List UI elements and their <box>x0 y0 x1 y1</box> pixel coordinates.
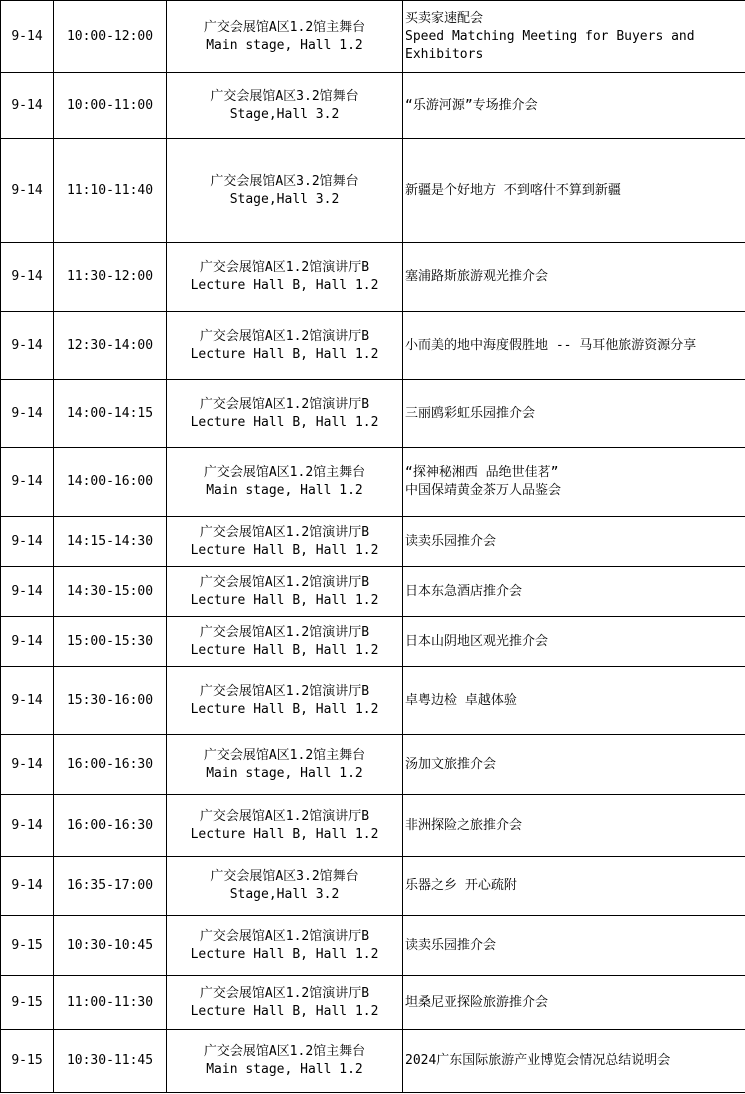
date-cell: 9-14 <box>1 795 54 857</box>
table-row <box>1 795 745 857</box>
time-cell: 10:00-11:00 <box>54 73 167 139</box>
venue-cn: 广交会展馆A区3.2馆舞台 <box>210 88 359 104</box>
event-cell <box>403 448 745 517</box>
venue-cell <box>167 735 403 795</box>
date-cell: 9-15 <box>1 976 54 1030</box>
event-cell <box>403 139 745 243</box>
venue-en: Main stage, Hall 1.2 <box>206 765 363 781</box>
event-line: Speed Matching Meeting for Buyers and <box>405 28 695 44</box>
event-line: 塞浦路斯旅游观光推介会 <box>405 269 549 284</box>
venue-cell <box>167 517 403 567</box>
event-cell <box>403 617 745 667</box>
date-cell: 9-14 <box>1 380 54 448</box>
venue-cell <box>167 312 403 380</box>
table-row <box>1 667 745 735</box>
venue-cn: 广交会展馆A区1.2馆演讲厅B <box>199 985 370 1001</box>
event-cell <box>403 73 745 139</box>
venue-cn: 广交会展馆A区1.2馆主舞台 <box>203 1044 366 1059</box>
venue-en: Stage,Hall 3.2 <box>229 887 340 902</box>
venue-cell <box>167 1 403 73</box>
table-row <box>1 380 745 448</box>
event-line: 小而美的地中海度假胜地 -- 马耳他旅游资源分享 <box>405 337 697 353</box>
venue-cn: 广交会展馆A区1.2馆主舞台 <box>203 465 366 480</box>
time-cell: 16:35-17:00 <box>54 857 167 916</box>
table-row <box>1 243 745 312</box>
date-cell: 9-14 <box>1 617 54 667</box>
event-cell <box>403 1030 745 1093</box>
venue-cn: 广交会展馆A区1.2馆演讲厅B <box>199 574 370 590</box>
event-line: 日本东急酒店推介会 <box>405 583 523 599</box>
event-cell <box>403 243 745 312</box>
event-line: 买卖家速配会 <box>405 10 484 26</box>
date-cell: 9-14 <box>1 1 54 73</box>
venue-en: Lecture Hall B, Hall 1.2 <box>190 946 379 962</box>
table-row <box>1 1 745 73</box>
venue-en: Stage,Hall 3.2 <box>229 106 340 122</box>
venue-en: Main stage, Hall 1.2 <box>206 1062 363 1077</box>
time-cell: 15:00-15:30 <box>54 617 167 667</box>
event-cell <box>403 667 745 735</box>
venue-cell <box>167 795 403 857</box>
venue-cell <box>167 73 403 139</box>
event-line: 非洲探险之旅推介会 <box>405 817 523 833</box>
date-cell: 9-14 <box>1 667 54 735</box>
time-cell: 15:30-16:00 <box>54 667 167 735</box>
venue-cell <box>167 448 403 517</box>
table-row <box>1 976 745 1030</box>
date-cell: 9-14 <box>1 139 54 243</box>
date-cell: 9-14 <box>1 517 54 567</box>
venue-en: Lecture Hall B, Hall 1.2 <box>190 346 379 362</box>
venue-cell <box>167 916 403 976</box>
event-line: 汤加文旅推介会 <box>405 756 497 772</box>
event-line: 中国保靖黄金茶万人品鉴会 <box>405 483 562 498</box>
event-line: “探神秘湘西 品绝世佳茗” <box>405 465 559 480</box>
date-cell: 9-14 <box>1 312 54 380</box>
event-line: 2024广东国际旅游产业博览会情况总结说明会 <box>405 1053 671 1068</box>
table-row <box>1 567 745 617</box>
event-line: 乐器之乡 开心疏附 <box>405 878 517 893</box>
table-row <box>1 617 745 667</box>
date-cell: 9-14 <box>1 735 54 795</box>
venue-cell <box>167 667 403 735</box>
venue-cell <box>167 243 403 312</box>
event-line: 日本山阴地区观光推介会 <box>405 633 549 649</box>
event-line: 读卖乐园推介会 <box>405 533 497 549</box>
time-cell: 12:30-14:00 <box>54 312 167 380</box>
event-cell <box>403 1 745 73</box>
date-cell: 9-14 <box>1 857 54 916</box>
venue-cn: 广交会展馆A区1.2馆演讲厅B <box>199 396 370 412</box>
time-cell: 16:00-16:30 <box>54 735 167 795</box>
venue-en: Lecture Hall B, Hall 1.2 <box>190 1003 379 1019</box>
event-line: 三丽鸥彩虹乐园推介会 <box>405 405 536 421</box>
event-line: 读卖乐园推介会 <box>405 937 497 953</box>
event-line: 坦桑尼亚探险旅游推介会 <box>405 994 549 1010</box>
venue-cn: 广交会展馆A区1.2馆演讲厅B <box>199 260 370 275</box>
venue-cell <box>167 857 403 916</box>
table-row <box>1 916 745 976</box>
time-cell: 10:30-11:45 <box>54 1030 167 1093</box>
table-row <box>1 517 745 567</box>
venue-en: Stage,Hall 3.2 <box>229 191 340 207</box>
time-cell: 11:30-12:00 <box>54 243 167 312</box>
event-cell <box>403 312 745 380</box>
table-row <box>1 73 745 139</box>
table-row <box>1 857 745 916</box>
table-row <box>1 448 745 517</box>
venue-en: Lecture Hall B, Hall 1.2 <box>190 642 379 658</box>
venue-en: Lecture Hall B, Hall 1.2 <box>190 592 379 608</box>
time-cell: 14:30-15:00 <box>54 567 167 617</box>
time-cell: 14:15-14:30 <box>54 517 167 567</box>
event-cell <box>403 857 745 916</box>
event-cell <box>403 795 745 857</box>
date-cell: 9-14 <box>1 73 54 139</box>
venue-en: Lecture Hall B, Hall 1.2 <box>190 542 379 558</box>
date-cell: 9-14 <box>1 448 54 517</box>
date-cell: 9-14 <box>1 567 54 617</box>
venue-en: Main stage, Hall 1.2 <box>206 37 363 53</box>
event-cell <box>403 735 745 795</box>
time-cell: 16:00-16:30 <box>54 795 167 857</box>
venue-en: Lecture Hall B, Hall 1.2 <box>190 826 379 842</box>
date-cell: 9-15 <box>1 1030 54 1093</box>
event-cell <box>403 916 745 976</box>
venue-cn: 广交会展馆A区1.2馆演讲厅B <box>199 683 370 699</box>
venue-cell <box>167 139 403 243</box>
venue-cn: 广交会展馆A区3.2馆舞台 <box>210 173 359 189</box>
venue-cn: 广交会展馆A区1.2馆主舞台 <box>203 19 366 35</box>
venue-en: Lecture Hall B, Hall 1.2 <box>190 278 379 293</box>
time-cell: 10:30-10:45 <box>54 916 167 976</box>
table-row <box>1 139 745 243</box>
event-cell <box>403 567 745 617</box>
event-line: 新疆是个好地方 不到喀什不算到新疆 <box>405 182 621 198</box>
venue-cell <box>167 976 403 1030</box>
venue-cell <box>167 617 403 667</box>
date-cell: 9-15 <box>1 916 54 976</box>
time-cell: 14:00-16:00 <box>54 448 167 517</box>
venue-cn: 广交会展馆A区1.2馆演讲厅B <box>199 328 370 344</box>
venue-cell <box>167 1030 403 1093</box>
venue-cn: 广交会展馆A区1.2馆演讲厅B <box>199 524 370 540</box>
venue-cell <box>167 567 403 617</box>
table-row <box>1 735 745 795</box>
event-cell <box>403 976 745 1030</box>
venue-en: Lecture Hall B, Hall 1.2 <box>190 701 379 717</box>
event-cell <box>403 517 745 567</box>
time-cell: 10:00-12:00 <box>54 1 167 73</box>
schedule-body <box>1 1 745 1093</box>
venue-cn: 广交会展馆A区1.2馆演讲厅B <box>199 808 370 824</box>
table-row <box>1 1030 745 1093</box>
venue-cn: 广交会展馆A区1.2馆主舞台 <box>203 747 366 763</box>
venue-cn: 广交会展馆A区1.2馆演讲厅B <box>199 624 370 640</box>
venue-en: Main stage, Hall 1.2 <box>206 483 363 498</box>
event-cell <box>403 380 745 448</box>
date-cell: 9-14 <box>1 243 54 312</box>
venue-en: Lecture Hall B, Hall 1.2 <box>190 414 379 430</box>
time-cell: 14:00-14:15 <box>54 380 167 448</box>
venue-cn: 广交会展馆A区1.2馆演讲厅B <box>199 928 370 944</box>
venue-cell <box>167 380 403 448</box>
event-line: Exhibitors <box>405 46 484 62</box>
table-row <box>1 312 745 380</box>
event-line: 卓粤边检 卓越体验 <box>405 692 517 708</box>
venue-cn: 广交会展馆A区3.2馆舞台 <box>210 869 359 884</box>
time-cell: 11:10-11:40 <box>54 139 167 243</box>
event-line: “乐游河源”专场推介会 <box>405 97 538 113</box>
time-cell: 11:00-11:30 <box>54 976 167 1030</box>
